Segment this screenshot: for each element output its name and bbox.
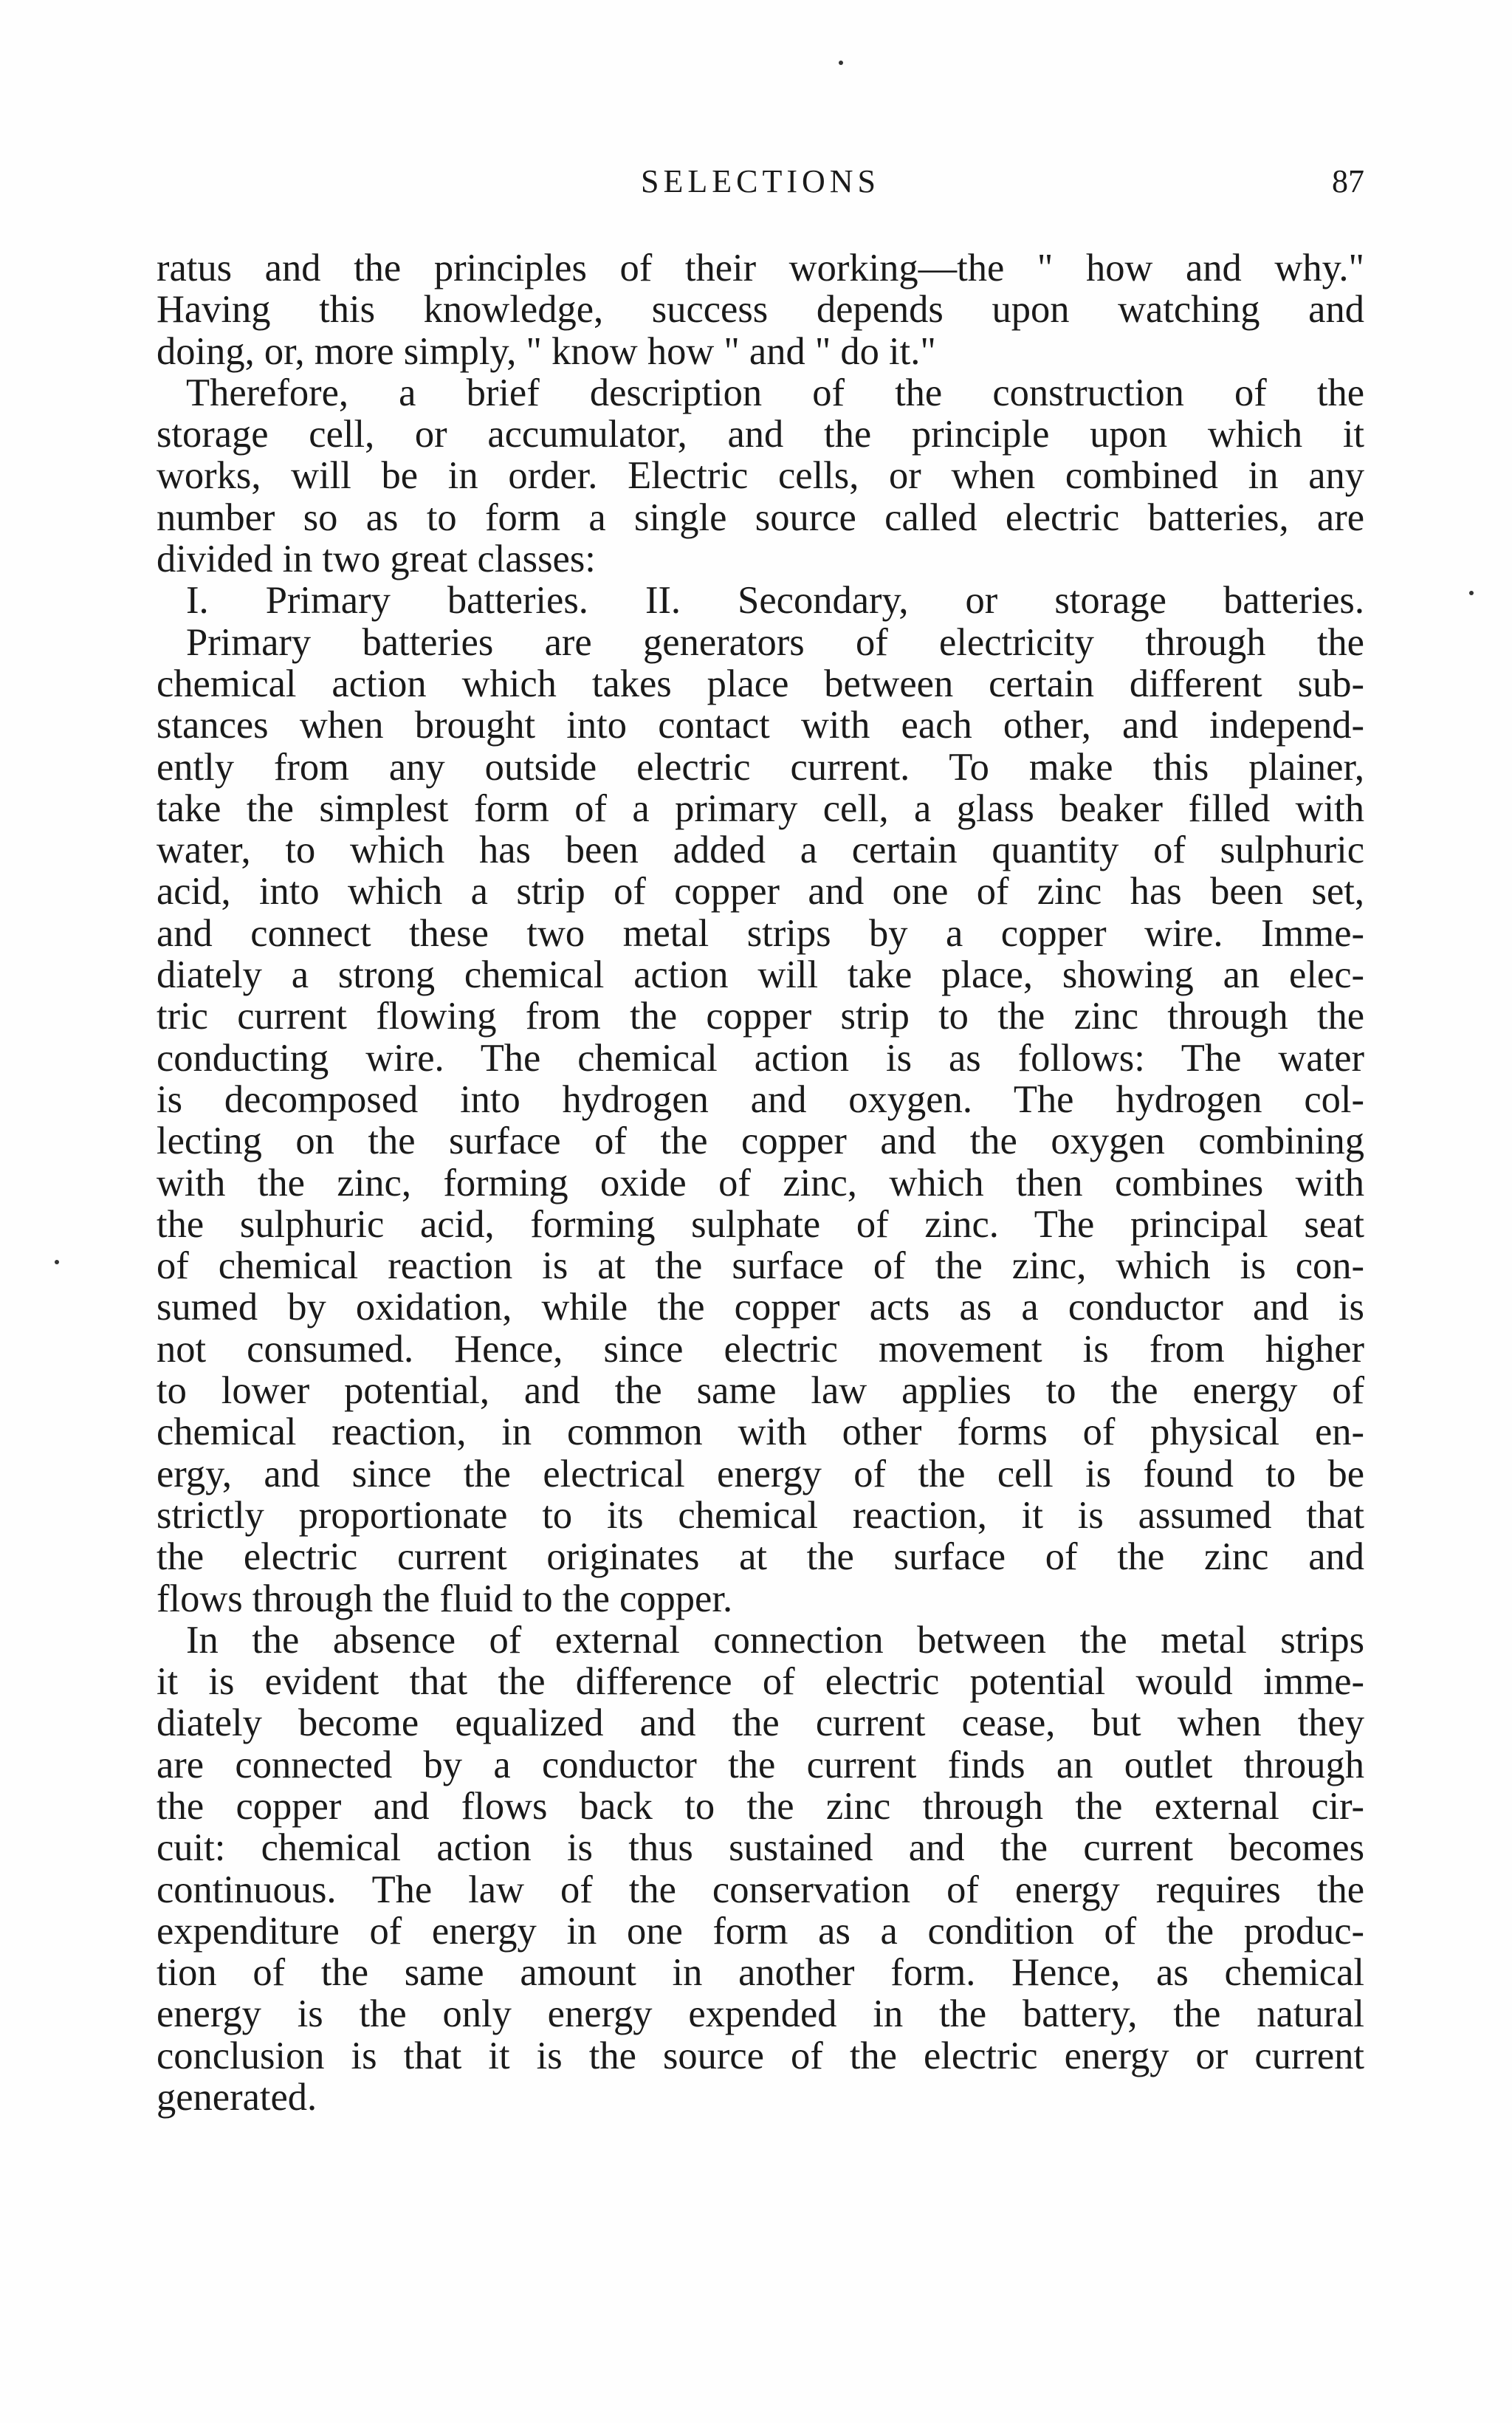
text-line: diately a strong chemical action will take place, showing an elec- xyxy=(157,953,1364,997)
text-line: I. Primary batteries. II. Secondary, or storage batteries. xyxy=(186,579,1364,623)
text-line: storage cell, or accumulator, and the principle upon which it xyxy=(157,413,1364,456)
text-line: of chemical reaction is at the surface of the zinc, which is con- xyxy=(157,1244,1364,1288)
text-line: strictly proportionate to its chemical reaction, it is assumed that xyxy=(157,1493,1364,1537)
text-line: acid, into which a strip of copper and one of zinc has been set, xyxy=(157,870,1364,914)
text-line: conducting wire. The chemical action is as follows: The water xyxy=(157,1036,1364,1080)
text-line: the electric current originates at the surface of the zinc and xyxy=(157,1535,1364,1579)
body-text xyxy=(157,247,1364,2118)
text-line: diately become equalized and the current cease, but when they xyxy=(157,1701,1364,1745)
text-line: lecting on the surface of the copper and the oxygen combining xyxy=(157,1120,1364,1163)
text-line: and connect these two metal strips by a copper wire. Imme- xyxy=(157,911,1364,955)
text-line: the sulphuric acid, forming sulphate of zinc. The principal seat xyxy=(157,1202,1364,1246)
text-line: tion of the same amount in another form. Hence, as chemical xyxy=(157,1951,1364,1995)
text-line: chemical action which takes place between certain different sub- xyxy=(157,662,1364,705)
text-line: it is evident that the difference of electric potential would imme- xyxy=(157,1660,1364,1704)
text-line: expenditure of energy in one form as a condition of the produc- xyxy=(157,1909,1364,1953)
text-line: conclusion is that it is the source of the electric energy or current xyxy=(157,2034,1364,2077)
text-line: doing, or, more simply, " know how " and " do it." xyxy=(157,329,936,373)
text-line: the copper and flows back to the zinc through the external cir- xyxy=(157,1784,1364,1828)
page-number: 87 xyxy=(1332,163,1364,199)
print-speck xyxy=(55,1260,59,1264)
text-line: with the zinc, forming oxide of zinc, which then combines with xyxy=(157,1161,1364,1204)
text-line: stances when brought into contact with each other, and independ- xyxy=(157,704,1364,747)
text-line: is decomposed into hydrogen and oxygen. The hydrogen col- xyxy=(157,1077,1364,1121)
text-line: water, to which has been added a certain quantity of sulphuric xyxy=(157,829,1364,872)
running-title: SELECTIONS xyxy=(641,163,880,199)
text-line: take the simplest form of a primary cell, a glass beaker filled with xyxy=(157,786,1364,830)
print-speck xyxy=(839,61,843,65)
text-line: flows through the fluid to the copper. xyxy=(157,1577,733,1620)
text-line: sumed by oxidation, while the copper acts as a conductor and is xyxy=(157,1286,1364,1329)
text-line: Therefore, a brief description of the construction of the xyxy=(186,371,1364,414)
running-head xyxy=(157,162,1364,207)
text-line: cuit: chemical action is thus sustained and the current becomes xyxy=(157,1826,1364,1870)
text-line: In the absence of external connection between the metal strips xyxy=(186,1618,1364,1662)
text-line: works, will be in order. Electric cells, or when combined in any xyxy=(157,454,1364,498)
text-line: tric current flowing from the copper strip to the zinc through the xyxy=(157,995,1364,1038)
text-line: divided in two great classes: xyxy=(157,538,596,581)
text-line: not consumed. Hence, since electric movement is from higher xyxy=(157,1327,1364,1371)
text-line: chemical reaction, in common with other forms of physical en- xyxy=(157,1411,1364,1454)
text-line: number so as to form a single source called electric batteries, are xyxy=(157,496,1364,539)
text-line: generated. xyxy=(157,2076,317,2119)
text-line: are connected by a conductor the current finds an outlet through xyxy=(157,1743,1364,1786)
text-line: to lower potential, and the same law applies to the energy of xyxy=(157,1369,1364,1413)
text-line: ratus and the principles of their working—the " how and why." xyxy=(157,247,1364,289)
print-speck xyxy=(1469,591,1474,595)
text-line: ently from any outside electric current. To make this plainer, xyxy=(157,745,1364,789)
text-line: ergy, and since the electrical energy of the cell is found to be xyxy=(157,1452,1364,1495)
text-line: continuous. The law of the conservation of energy requires the xyxy=(157,1868,1364,1911)
text-line: Primary batteries are generators of electricity through the xyxy=(186,620,1364,664)
text-line: energy is the only energy expended in the battery, the natural xyxy=(157,1992,1364,2036)
text-line: Having this knowledge, success depends upon watching and xyxy=(157,288,1364,332)
